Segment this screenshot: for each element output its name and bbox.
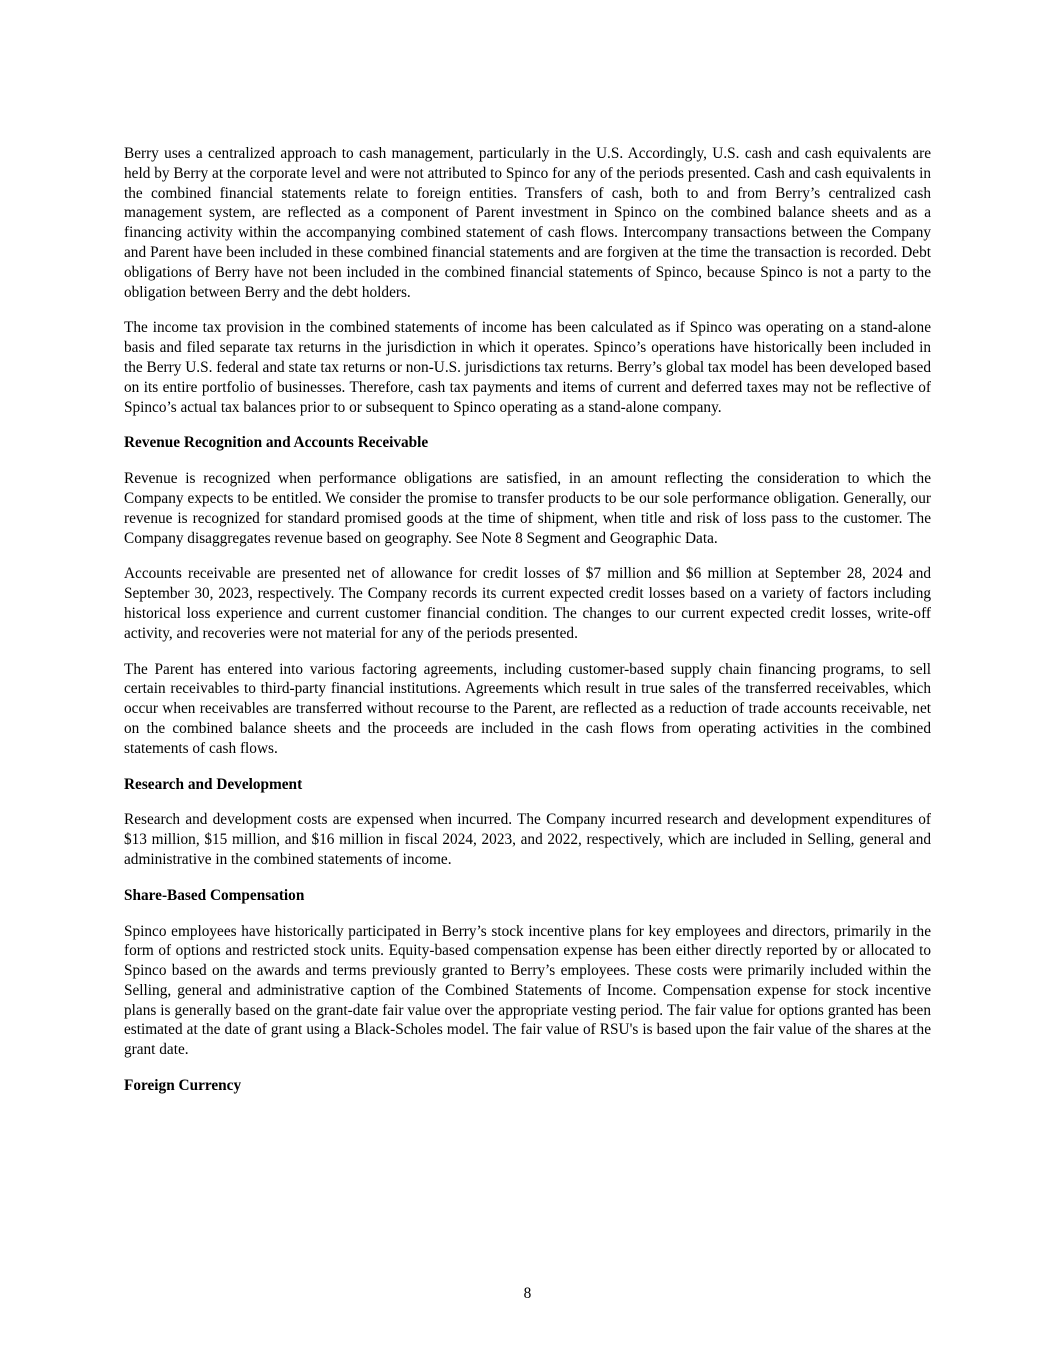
revenue-recognition-paragraph: Revenue is recognized when performance obligations are satisfied, in an amount reflecting the consideration to which the Company expects to be entitled. We consider the promise to transfer products to be our sole performance obligation. Generally, our revenue is recognized for standard promised goods at the time of shipment, when title and risk of loss pass to the customer. The Company disaggregates revenue based on geography. See Note 8 Segment and Geographic Data. — [124, 470, 931, 547]
accounts-receivable-paragraph: Accounts receivable are presented net of allowance for credit losses of $7 million and $6 million at September 28, 2024 and September 30, 2023, respectively. The Company records its current expected credit losses based on a variety of factors including historical loss experience and current customer financial condition. The changes to our current expected credit losses, write-off activity, and recoveries were not material for any of the periods presented. — [124, 565, 931, 642]
page-number: 8 — [523, 1285, 532, 1302]
cash-management-paragraph: Berry uses a centralized approach to cash management, particularly in the U.S. Accordingly, U.S. cash and cash equivalents are held by Berry at the corporate level and were not attributed to Spinco for any of the periods presented. Cash and cash equivalents in the combined financial statements relate to foreign entities. Transfers of cash, both to and from Berry’s centralized cash management system, are reflected as a component of Parent investment in Spinco on the combined balance sheets and as a financing activity within the accompanying combined statement of cash flows. Intercompany transactions between the Company and Parent have been included in these combined financial statements and are forgiven at the time the transaction is recorded. Debt obligations of Berry have not been included in the combined financial statements of Spinco, because Spinco is not a party to the obligation between Berry and the debt holders. — [124, 145, 931, 301]
factoring-agreements-paragraph: The Parent has entered into various factoring agreements, including customer-based supply chain financing programs, to sell certain receivables to third-party financial institutions. Agreements which result in true sales of the transferred receivables, which occur when receivables are transferred without recourse to the Parent, are reflected as a reduction of trade accounts receivable, net on the combined balance sheets and the proceeds are included in the cash flows from operating activities in the combined statements of cash flows. — [124, 660, 931, 757]
revenue-recognition-heading: Revenue Recognition and Accounts Receivable — [124, 434, 429, 452]
income-tax-paragraph: The income tax provision in the combined statements of income has been calculated as if Spinco was operating on a stand-alone basis and filed separate tax returns in the jurisdiction in which it operates. Spinco’s operations have historically been included in the Berry U.S. federal and state tax returns or non-U.S. jurisdictions tax returns. Berry’s global tax model has been developed based on its entire portfolio of businesses. Therefore, cash tax payments and items of current and deferred taxes may not be reflective of Spinco’s actual tax balances prior to or subsequent to Spinco operating as a stand-alone company. — [124, 319, 931, 416]
research-development-paragraph: Research and development costs are expensed when incurred. The Company incurred research and development expenditures of $13 million, $15 million, and $16 million in fiscal 2024, 2023, and 2022, respectively, which are included in Selling, general and administrative in the combined statements of income. — [124, 811, 931, 868]
page-content — [124, 144, 931, 1112]
foreign-currency-heading: Foreign Currency — [124, 1077, 242, 1095]
research-development-heading: Research and Development — [124, 775, 303, 793]
share-based-compensation-heading: Share-Based Compensation — [124, 886, 305, 904]
share-based-compensation-paragraph: Spinco employees have historically participated in Berry’s stock incentive plans for key employees and directors, primarily in the form of options and restricted stock units. Equity-based compensation expense has been either directly reported by or allocated to Spinco based on the awards and terms previously granted to Berry’s employees. These costs were primarily included within the Selling, general and administrative caption of the Combined Statements of Income. Compensation expense for stock incentive plans is generally based on the grant-date fair value over the appropriate vesting period. The fair value for options granted has been estimated at the date of grant using a Black-Scholes model. The fair value of RSU's is based upon the fair value of the shares at the grant date. — [124, 922, 931, 1059]
